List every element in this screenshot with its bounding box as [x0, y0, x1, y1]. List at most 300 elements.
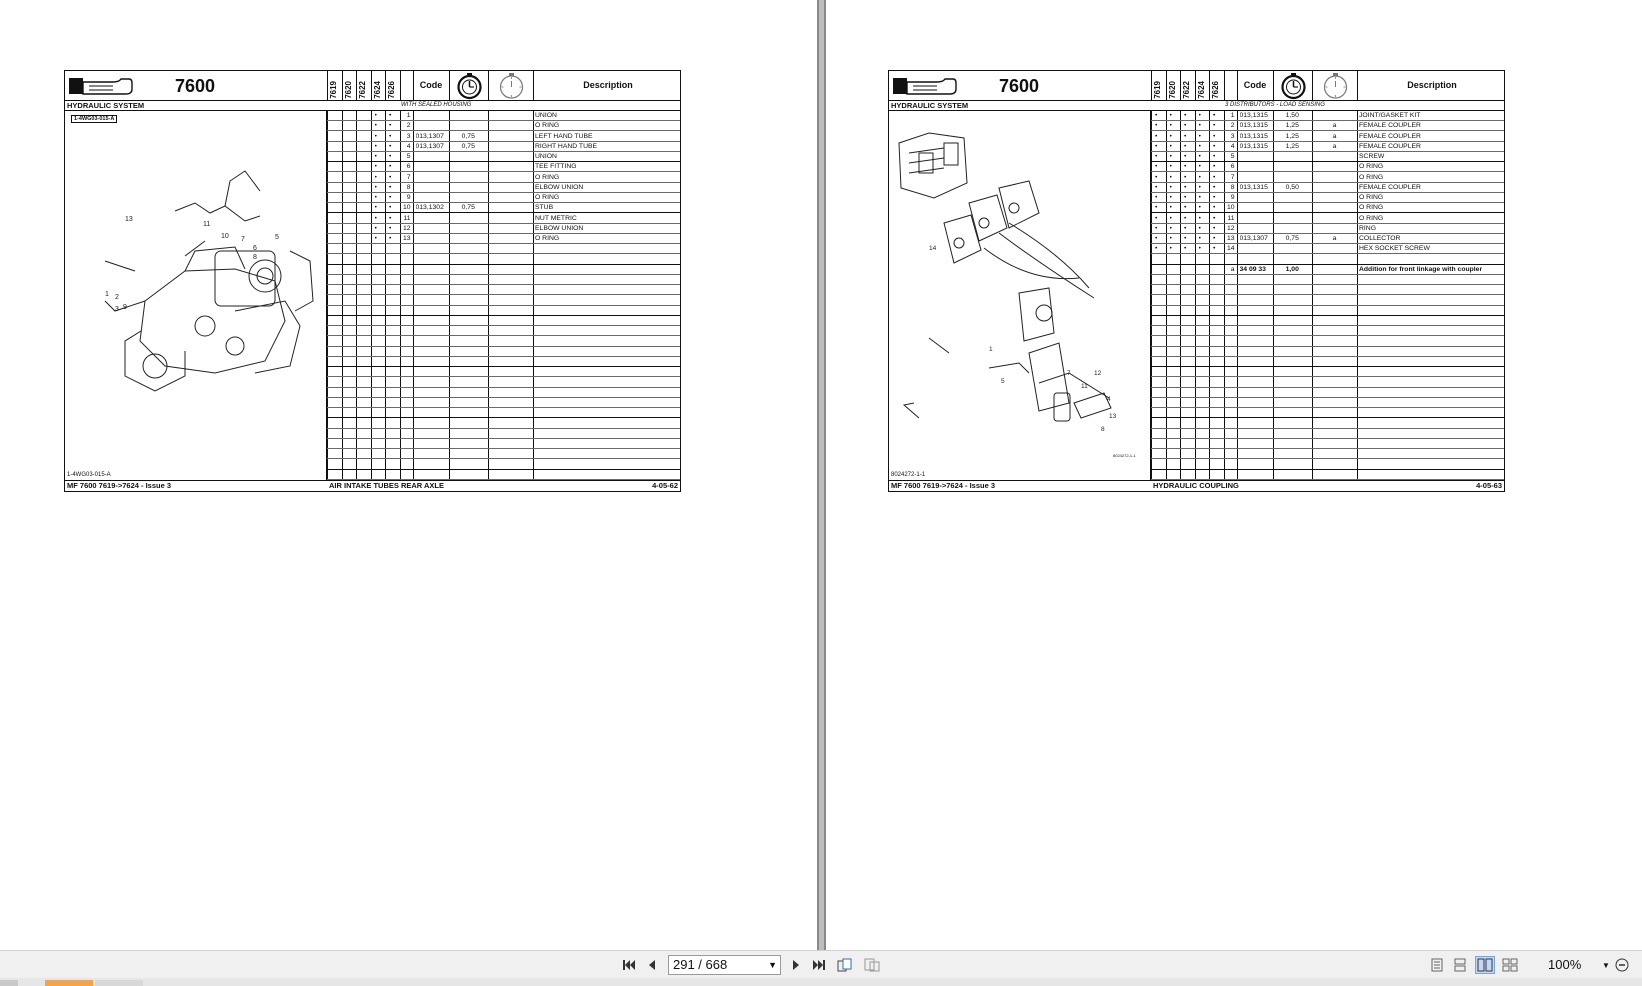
item-number: 10: [1226, 204, 1235, 212]
variant-applicability-mark: •: [1198, 173, 1201, 181]
variant-applicability-mark: [1199, 255, 1209, 265]
note-flag: [1312, 214, 1357, 224]
part-description: ELBOW UNION: [535, 224, 584, 232]
variant-applicability-mark: [360, 183, 370, 193]
variant-applicability-mark: [360, 142, 370, 152]
variant-applicability-mark: •: [374, 204, 377, 212]
variant-applicability-mark: [1155, 265, 1165, 275]
item-number: 5: [406, 153, 411, 160]
sheet-body: [889, 111, 1504, 480]
table-row: [327, 285, 680, 295]
variant-applicability-mark: •: [1155, 204, 1158, 212]
variant-label: 7620: [1167, 81, 1177, 99]
table-row: [1151, 275, 1504, 285]
table-row: [327, 173, 680, 183]
table-row: [327, 255, 680, 265]
variant-applicability-mark: [346, 152, 356, 162]
variant-applicability-mark: •: [1184, 142, 1187, 150]
table-row: [327, 398, 680, 408]
repair-time-header: [1312, 71, 1357, 101]
stopwatch-icon: [1274, 72, 1313, 100]
first-page-icon[interactable]: [620, 956, 640, 974]
footer-model-issue: MF 7600 7619->7624 - Issue 3: [891, 481, 996, 490]
part-description: FEMALE COUPLER: [1359, 183, 1421, 191]
part-code: 013,1302: [415, 204, 444, 212]
part-code: [1240, 203, 1272, 213]
variant-applicability-mark: [331, 142, 341, 152]
labour-time: 1,25: [1285, 132, 1299, 140]
table-row: [327, 162, 680, 172]
variant-applicability-mark: •: [1155, 173, 1158, 181]
table-row: [1151, 460, 1504, 470]
variant-applicability-mark: [1155, 255, 1165, 265]
table-row: [1151, 132, 1504, 142]
variant-applicability-mark: •: [1169, 132, 1172, 140]
svg-text:5: 5: [275, 234, 279, 241]
variant-applicability-mark: •: [1198, 194, 1201, 201]
variant-applicability-mark: [1170, 265, 1180, 275]
variant-applicability-mark: [360, 214, 370, 224]
rotate-page-icon[interactable]: [835, 956, 855, 974]
part-code: [1240, 224, 1272, 234]
variant-applicability-mark: [360, 152, 370, 162]
item-number: 9: [406, 194, 411, 201]
variant-applicability-mark: [346, 173, 356, 183]
part-description: COLLECTOR: [1359, 235, 1401, 242]
table-row: [327, 183, 680, 193]
table-row: [327, 244, 680, 254]
variant-applicability-mark: •: [1184, 204, 1187, 212]
note-flag: [488, 183, 533, 193]
table-row: [1151, 429, 1504, 439]
variant-applicability-mark: [346, 132, 356, 142]
variant-label: 7622: [358, 81, 367, 99]
variant-applicability-mark: [360, 121, 370, 131]
svg-text:14: 14: [929, 245, 937, 252]
labour-time: 1,25: [1285, 122, 1299, 130]
table-row: [1151, 183, 1504, 193]
note-flag: [488, 162, 533, 172]
variant-column-header: [1209, 71, 1224, 101]
note-flag: [488, 152, 533, 162]
item-number: 4: [406, 142, 411, 150]
repair-time-header: [488, 71, 533, 101]
variant-applicability-mark: •: [1155, 122, 1158, 130]
table-row: [327, 449, 680, 459]
prev-page-icon[interactable]: [642, 956, 662, 974]
table-row: [1151, 111, 1504, 121]
note-flag: [488, 234, 533, 244]
variant-applicability-mark: [360, 162, 370, 172]
two-page-view-icon[interactable]: [1475, 956, 1495, 974]
code-column-header: [413, 71, 449, 101]
table-row: [327, 388, 680, 398]
variant-applicability-mark: •: [1198, 235, 1201, 242]
section-title: HYDRAULIC SYSTEM: [891, 101, 969, 110]
variant-applicability-mark: •: [1155, 153, 1158, 160]
variant-applicability-mark: [1213, 265, 1223, 275]
part-description: O RING: [1359, 204, 1384, 212]
code-column-header: [1237, 71, 1273, 101]
variant-applicability-mark: [331, 234, 341, 244]
svg-text:11: 11: [203, 221, 211, 228]
variant-applicability-mark: [360, 193, 370, 203]
variant-applicability-mark: •: [1169, 245, 1172, 253]
variant-applicability-mark: •: [1213, 194, 1216, 201]
section-note: 3 DISTRIBUTORS - LOAD SENSING: [1225, 102, 1325, 108]
note-flag: [1312, 224, 1357, 234]
page-dropdown-icon[interactable]: ▼: [768, 960, 777, 970]
variant-applicability-mark: •: [374, 224, 377, 232]
last-page-icon[interactable]: [808, 956, 828, 974]
table-row: [327, 347, 680, 357]
item-number: 2: [406, 122, 411, 130]
table-row: [327, 378, 680, 388]
variant-applicability-mark: •: [389, 132, 392, 140]
exploded-view-drawing: [889, 111, 1151, 480]
variant-applicability-mark: •: [1169, 142, 1172, 150]
variant-applicability-mark: [331, 183, 341, 193]
variant-applicability-mark: •: [1169, 112, 1172, 119]
table-row: [327, 367, 680, 377]
variant-applicability-mark: •: [1169, 173, 1172, 181]
variant-applicability-mark: •: [1155, 235, 1158, 242]
part-description: FEMALE COUPLER: [1359, 132, 1421, 140]
clock-icon: [489, 72, 533, 100]
variant-applicability-mark: •: [374, 112, 377, 119]
part-description: Addition for front linkage with coupler: [1359, 265, 1483, 273]
part-code: [1240, 214, 1272, 224]
item-number: [1224, 255, 1235, 265]
parts-table: [327, 111, 680, 480]
part-code: 013,1307: [1239, 235, 1268, 242]
labour-time: [449, 193, 489, 203]
item-number: 12: [1226, 224, 1235, 232]
svg-text:13: 13: [125, 216, 133, 223]
part-description: SCREW: [1359, 153, 1385, 160]
table-row: [1151, 121, 1504, 131]
variant-applicability-mark: •: [1155, 245, 1158, 253]
part-code: 013,1315: [1239, 183, 1268, 191]
part-description: ELBOW UNION: [535, 183, 584, 191]
variant-applicability-mark: •: [1169, 153, 1172, 160]
table-row: [327, 337, 680, 347]
section-note: WITH SEALED HOUSING: [401, 102, 472, 108]
variant-applicability-mark: •: [1155, 194, 1158, 201]
table-row: [327, 357, 680, 367]
note-flag: a: [1332, 122, 1337, 130]
variant-applicability-mark: •: [1155, 214, 1158, 222]
variant-applicability-mark: [1184, 255, 1194, 265]
note-flag: [1312, 162, 1357, 172]
zoom-level[interactable]: 100%: [1548, 957, 1582, 972]
variant-applicability-mark: [331, 193, 341, 203]
variant-applicability-mark: [346, 183, 356, 193]
variant-applicability-mark: [360, 173, 370, 183]
note-flag: [1312, 173, 1357, 183]
single-page-view-icon[interactable]: [1427, 956, 1447, 974]
table-row: [327, 203, 680, 213]
part-code: [1240, 244, 1272, 254]
table-row: [1151, 142, 1504, 152]
variant-column-header: [1195, 71, 1210, 101]
variant-applicability-mark: •: [389, 153, 392, 160]
parts-sheet-right: [888, 70, 1505, 492]
description-column-header: [1357, 71, 1506, 101]
note-flag: [1312, 193, 1357, 203]
table-row: [327, 275, 680, 285]
figure-reference: 8024272-1-1: [891, 472, 926, 478]
item-number: 5: [1230, 153, 1235, 160]
part-code: 013,1307: [415, 132, 444, 140]
table-row: [1151, 398, 1504, 408]
labour-time: [449, 214, 489, 224]
variant-applicability-mark: [1199, 265, 1209, 275]
code-header-label: Code: [1243, 80, 1267, 90]
labour-time: [1273, 152, 1313, 162]
labour-time: [1273, 203, 1313, 213]
table-row: [1151, 388, 1504, 398]
part-code: [1240, 162, 1272, 172]
right-page-pane: [826, 0, 1642, 950]
svg-text:7: 7: [241, 236, 245, 243]
variant-applicability-mark: •: [1155, 183, 1158, 191]
sheet-body: [65, 111, 680, 480]
part-code: [1240, 173, 1272, 183]
table-row: [327, 214, 680, 224]
section-title: HYDRAULIC SYSTEM: [67, 101, 145, 110]
variant-column-header: [1151, 71, 1166, 101]
part-code: [1240, 193, 1272, 203]
part-description: FEMALE COUPLER: [1359, 142, 1421, 150]
labour-time: [449, 173, 489, 183]
variant-applicability-mark: •: [374, 214, 377, 222]
zoom-out-icon[interactable]: [1612, 956, 1632, 974]
variant-applicability-mark: [331, 111, 341, 121]
taskbar-strip: [0, 978, 1642, 986]
part-code: [416, 224, 448, 234]
variant-label: 7626: [1211, 81, 1220, 99]
variant-applicability-mark: •: [1184, 183, 1187, 191]
variant-applicability-mark: [331, 162, 341, 172]
variant-applicability-mark: •: [1213, 132, 1216, 140]
labour-time: 1,50: [1285, 112, 1299, 119]
variant-applicability-mark: •: [1184, 245, 1187, 253]
variant-applicability-mark: •: [1213, 163, 1216, 171]
variant-applicability-mark: •: [389, 194, 392, 201]
footer-page-title: HYDRAULIC COUPLING: [1153, 481, 1239, 490]
variant-applicability-mark: •: [1213, 153, 1216, 160]
page-number-input[interactable]: [668, 955, 781, 975]
svg-text:2: 2: [115, 294, 119, 301]
variant-applicability-mark: •: [1198, 163, 1201, 171]
variant-label: 7620: [343, 81, 353, 99]
table-row: [1151, 224, 1504, 234]
variant-label: 7626: [387, 81, 396, 99]
svg-text:6: 6: [253, 245, 257, 252]
variant-applicability-mark: [346, 111, 356, 121]
figure-tag: 1-4WG03-015-A: [71, 115, 117, 123]
item-number: 9: [1230, 194, 1235, 201]
labour-time: [449, 183, 489, 193]
table-row: [327, 408, 680, 418]
pdf-toolbar: [0, 950, 1642, 978]
note-flag: [488, 214, 533, 224]
table-row: [1151, 367, 1504, 377]
parts-sheet-left: [64, 70, 681, 492]
labour-time: [1273, 193, 1313, 203]
item-number: 11: [1227, 214, 1235, 222]
variant-applicability-mark: •: [389, 214, 392, 222]
note-flag: [488, 224, 533, 234]
variant-applicability-mark: [331, 203, 341, 213]
variant-applicability-mark: •: [1184, 214, 1187, 222]
coupler-assembly-illustration: [889, 113, 1151, 433]
part-description: RIGHT HAND TUBE: [535, 142, 598, 150]
continuous-view-icon[interactable]: [1450, 956, 1470, 974]
part-code: [416, 234, 448, 244]
svg-text:8: 8: [1101, 426, 1105, 433]
labour-time: [1273, 244, 1313, 254]
code-header-label: Code: [419, 80, 443, 90]
footer-page-number: 4-05-63: [1476, 481, 1502, 490]
variant-applicability-mark: •: [1169, 204, 1172, 212]
variant-applicability-mark: •: [1169, 183, 1172, 191]
parts-table: [1151, 111, 1504, 480]
table-row: [1151, 316, 1504, 326]
table-row: [327, 429, 680, 439]
labour-time: [449, 152, 489, 162]
part-description: TEE FITTING: [535, 163, 577, 171]
sheet-footer: [889, 480, 1504, 491]
variant-applicability-mark: •: [1198, 214, 1201, 222]
note-flag: [1312, 265, 1357, 275]
two-page-continuous-icon[interactable]: [1500, 956, 1520, 974]
item-number: 3: [406, 132, 411, 140]
section-bar: [65, 101, 680, 111]
figure-reference: 1-4WG03-015-A: [67, 472, 111, 478]
variant-applicability-mark: •: [1198, 224, 1201, 232]
note-flag: a: [1332, 142, 1337, 150]
variant-applicability-mark: •: [389, 142, 392, 150]
variant-label: 7622: [1182, 81, 1191, 99]
table-row: [1151, 449, 1504, 459]
item-number: 4: [1230, 142, 1235, 150]
item-number: 6: [1230, 163, 1235, 171]
variant-applicability-mark: •: [1169, 214, 1172, 222]
next-page-icon[interactable]: [786, 956, 806, 974]
svg-text:11: 11: [1081, 383, 1088, 390]
table-row: [327, 326, 680, 336]
part-description: JOINT/GASKET KIT: [1359, 112, 1421, 119]
table-row: [327, 152, 680, 162]
note-flag: [488, 111, 533, 121]
variant-applicability-mark: •: [1169, 122, 1172, 130]
item-number: 3: [1230, 132, 1235, 140]
description-header-label: Description: [583, 80, 633, 90]
labour-time: 0,75: [461, 204, 475, 212]
variant-applicability-mark: •: [374, 132, 377, 140]
item-number: 14: [1226, 245, 1235, 253]
zoom-dropdown-icon[interactable]: ▼: [1602, 960, 1610, 970]
table-row: [1151, 203, 1504, 213]
fit-page-icon[interactable]: [862, 956, 882, 974]
brand-logo-icon: [69, 76, 133, 96]
note-flag: a: [1332, 132, 1337, 140]
variant-applicability-mark: •: [1213, 183, 1216, 191]
variant-applicability-mark: [1170, 255, 1180, 265]
table-row: [1151, 193, 1504, 203]
variant-applicability-mark: [1213, 255, 1223, 265]
labour-time: [1273, 173, 1313, 183]
taskbar-segment: [0, 980, 18, 986]
item-number: 1: [406, 112, 411, 119]
variant-column-header: [1180, 71, 1195, 101]
item-number: 8: [406, 183, 411, 191]
variant-applicability-mark: [360, 234, 370, 244]
variant-applicability-mark: •: [1213, 214, 1216, 222]
table-row: [327, 460, 680, 470]
variant-applicability-mark: •: [1169, 194, 1172, 201]
variant-applicability-mark: •: [1155, 224, 1158, 232]
variant-applicability-mark: •: [1184, 194, 1187, 201]
variant-applicability-mark: •: [1213, 122, 1216, 130]
table-row: [1151, 265, 1504, 275]
table-row: [327, 419, 680, 429]
labour-time: 0,75: [1285, 235, 1299, 242]
variant-applicability-mark: •: [389, 112, 392, 119]
item-number: 13: [1226, 235, 1235, 242]
taskbar-active-segment[interactable]: [45, 980, 93, 986]
part-code: [416, 183, 448, 193]
variant-applicability-mark: [360, 132, 370, 142]
variant-label: 7624: [1196, 81, 1206, 99]
drawing-code: 8024272-1-1: [1113, 453, 1136, 458]
variant-column-header: [327, 71, 342, 101]
variant-applicability-mark: •: [1198, 142, 1201, 150]
svg-text:5: 5: [1001, 378, 1005, 385]
variant-applicability-mark: [346, 203, 356, 213]
footer-page-number: 4-05-62: [652, 481, 678, 490]
variant-applicability-mark: •: [389, 224, 392, 232]
svg-text:4: 4: [1107, 396, 1111, 403]
variant-applicability-mark: [360, 203, 370, 213]
item-number: 8: [1230, 183, 1235, 191]
variant-applicability-mark: [346, 214, 356, 224]
labour-time: 1,25: [1285, 142, 1299, 150]
variant-applicability-mark: •: [1198, 153, 1201, 160]
note-flag: [1312, 111, 1357, 121]
variant-applicability-mark: •: [1155, 142, 1158, 150]
variant-applicability-mark: •: [389, 183, 392, 191]
labour-time-header: [449, 71, 489, 101]
variant-applicability-mark: •: [1198, 112, 1201, 119]
table-row: [1151, 214, 1504, 224]
part-code: [1240, 255, 1272, 265]
item-number: 7: [1230, 173, 1235, 181]
variant-applicability-mark: •: [1198, 183, 1201, 191]
item-number: 1: [1230, 112, 1235, 119]
table-row: [1151, 439, 1504, 449]
variant-applicability-mark: •: [374, 153, 377, 160]
variant-applicability-mark: •: [374, 183, 377, 191]
labour-time: 1,00: [1285, 265, 1299, 273]
part-code: 013,1307: [415, 142, 444, 150]
description-header-label: Description: [1407, 80, 1457, 90]
variant-applicability-mark: [331, 132, 341, 142]
variant-applicability-mark: •: [1169, 224, 1172, 232]
variant-applicability-mark: [331, 224, 341, 234]
